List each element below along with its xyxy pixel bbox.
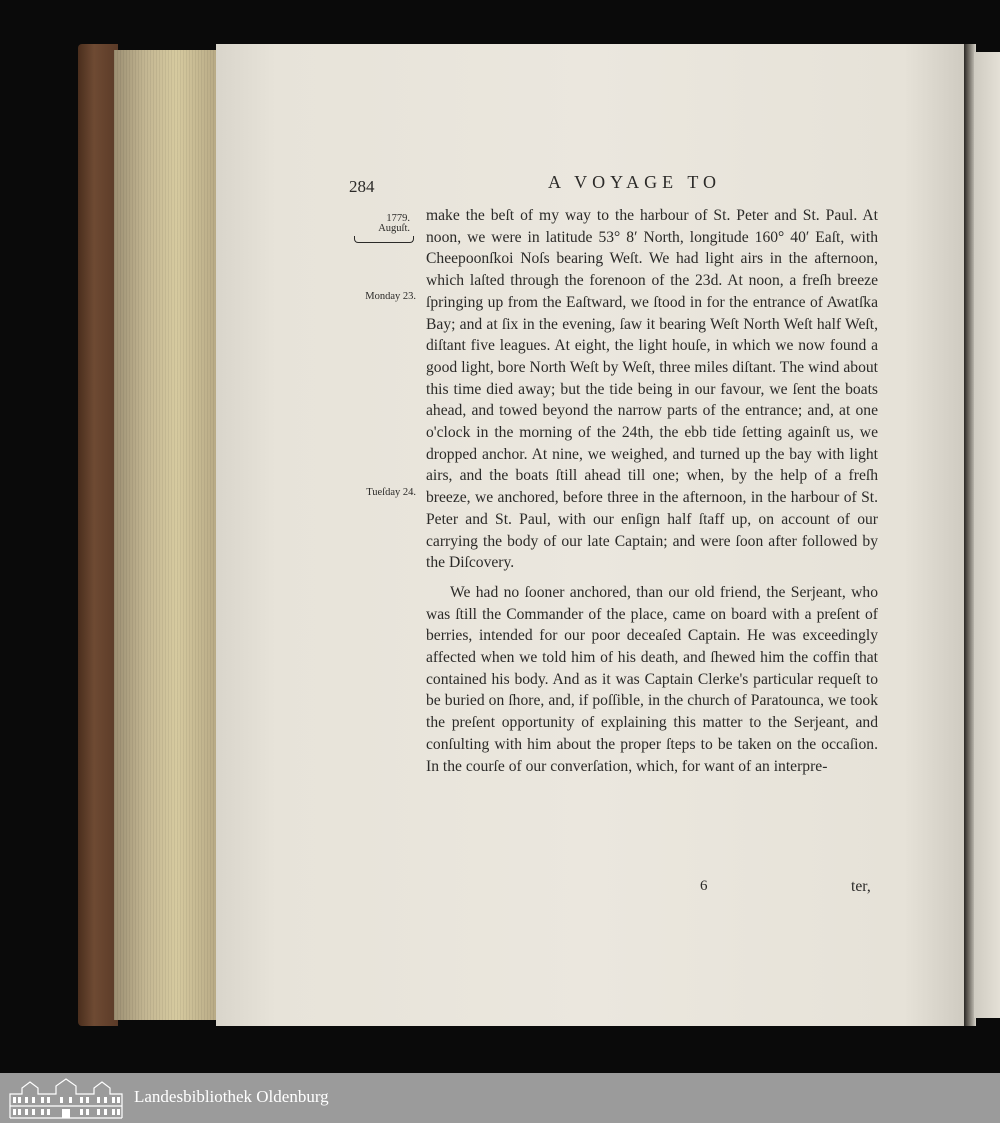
library-building-icon	[8, 1076, 124, 1120]
margin-note-tuesday: Tueſday 24.	[366, 487, 416, 498]
body-text	[426, 205, 878, 777]
facing-page-sliver	[974, 52, 1000, 1018]
page-edges	[114, 50, 218, 1020]
margin-note-year: 1779.	[386, 213, 410, 224]
footer-bar	[0, 1073, 1000, 1123]
paragraph: We had no ſooner anchored, than our old friend, the Serjeant, who was ſtill the Commander of the place, came on board with a preſent of berries, intended for our poor deceaſed Captain. He was exceedingly affected when we told him of his death, and ſhewed him the coffin that contained his body. And as it was Captain Clerke's particular requeſt to be buried on ſhore, and, if poſſible, in the church of Paratounca, we took the preſent opportunity of explaining this matter to the Serjeant, and conſulting with him about the proper ſteps to be taken on the occaſion. In the courſe of our converſation, which, for want of an interpre-	[426, 583, 878, 775]
margin-note-month: Auguſt.	[378, 223, 410, 234]
signature-mark: 6	[700, 878, 708, 894]
library-name: Landesbibliothek Oldenburg	[134, 1087, 329, 1106]
catchword: ter,	[851, 878, 871, 895]
margin-brace	[354, 236, 414, 243]
margin-note-monday: Monday 23.	[365, 291, 416, 302]
running-head: A VOYAGE TO	[548, 172, 722, 192]
paragraph: make the beſt of my way to the harbour of St. Peter and St. Paul. At noon, we were in latitude 53° 8′ North, longitude 160° 40′ Eaſt, with Cheepoonſkoi Noſs bearing Weſt. We had light airs in the afternoon, which laſted through the forenoon of the 23d. At noon, a freſh breeze ſpringing up from the Eaſtward, we ſtood in for the entrance of Awatſka Bay; and at ſix in the evening, ſaw it bearing Weſt North Weſt half Weſt, diſtant five leagues. At eight, the light houſe, in which we now found a good light, bore North Weſt by Weſt, three miles diſtant. The wind about this time died away; but the tide being in our favour, we ſent the boats ahead, and towed beyond the narrow parts of the entrance; and, at one o'clock in the morning of the 24th, the ebb tide ſetting againſt us, we dropped anchor. At nine, we weighed, and turned up the bay with light airs, and the boats ſtill ahead till one; when, by the help of a freſh breeze, we anchored, before three in the afternoon, in the harbour of St. Peter and St. Paul, with our enſign half ſtaff up, on account of our carrying the body of our late Captain; and were ſoon after followed by the Diſcovery.	[426, 207, 878, 572]
book-cover-edge	[78, 44, 118, 1026]
page-number: 284	[349, 177, 375, 196]
